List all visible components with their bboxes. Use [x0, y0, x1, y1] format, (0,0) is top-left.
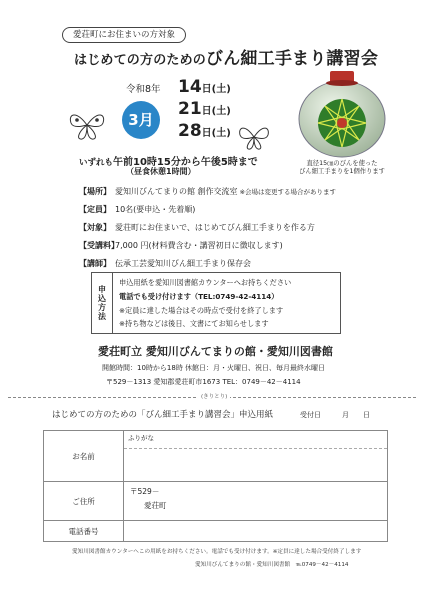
opening-hours: 開館時間：10時から18時 休館日：月・火曜日、祝日、毎月最終水曜日 — [102, 364, 326, 372]
application-method-box — [91, 272, 341, 334]
apply-line-4: ※持ち物などは後日、文書にてお知らせします — [119, 319, 269, 328]
detail-target: 【対象】 愛荘町にお住まいで、はじめてびん細工手まりを作る方 — [79, 223, 315, 232]
footer-note: 愛知川図書館カウンターへこの用紙をお持ちください。電話でも受け付けます。※定員に達した場合受付終了します — [72, 549, 362, 555]
apply-line-1: 申込用紙を愛知川図書館カウンターへお持ちください — [119, 278, 292, 287]
received-date: 受付日 月 日 — [300, 411, 370, 419]
name-field[interactable] — [124, 431, 388, 482]
photo-caption: 直径15㎝のびんを使った びん細工手まりを1個作ります — [299, 160, 385, 175]
butterfly-illustration-left — [66, 108, 108, 142]
form-title: はじめての方のための「びん細工手まり講習会」申込用紙 — [52, 410, 274, 420]
temari-bottle-photo — [292, 69, 392, 161]
month-badge: 3月 — [122, 101, 160, 139]
postal-code: 〒529－ — [130, 487, 160, 497]
session-time: いずれも午前10時15分から午後5時まで — [79, 157, 258, 168]
butterfly-illustration-right — [236, 122, 272, 152]
footer-contact: 愛知川びんてまりの館・愛知川図書館 ℡0749－42－4114 — [195, 562, 349, 568]
detail-instructor: 【講師】 伝承工芸愛知川びん細工手まり保存会 — [79, 259, 251, 268]
apply-line-phone: 電話でも受け付けます（TEL:0749-42-4114） — [119, 292, 279, 301]
date-3: 28日(土) — [178, 121, 231, 141]
application-method-label: 申込方法 — [92, 273, 113, 333]
detail-capacity: 【定員】 10名(要申込・先着順) — [79, 205, 196, 214]
title-main: びん細工手まり講習会 — [206, 49, 379, 69]
application-form — [43, 430, 388, 542]
name-label: お名前 — [44, 431, 124, 482]
detail-fee: 【受講料】7,000 円(材料費含む・講習初日に徴収します) — [79, 241, 283, 250]
town-name: 愛荘町 — [144, 501, 167, 511]
phone-field[interactable] — [124, 521, 388, 542]
detail-location: 【場所】 愛知川びんてまりの館 創作交流室 ※会場は変更する場合があります — [79, 187, 337, 196]
date-2: 21日(土) — [178, 99, 231, 119]
address-contact: 〒529－1313 愛知郡愛荘町市1673 TEL：0749－42－4114 — [106, 378, 301, 386]
cut-line-label: (きりとり) — [198, 392, 230, 400]
address-field[interactable] — [124, 482, 388, 521]
address-label: ご住所 — [44, 482, 124, 521]
page-title — [74, 44, 378, 69]
era-year: 令和8年 — [126, 84, 161, 95]
title-prefix: はじめての方のための — [74, 53, 207, 68]
date-1: 14日(土) — [178, 77, 231, 97]
target-audience-badge: 愛荘町にお住まいの方対象 — [62, 27, 186, 43]
furigana-label: ふりがな — [124, 431, 387, 449]
phone-label: 電話番号 — [44, 521, 124, 542]
organization-name: 愛荘町立 愛知川びんてまりの館・愛知川図書館 — [98, 345, 333, 358]
lunch-break-note: （昼食休憩1時間） — [126, 167, 196, 176]
apply-line-3: ※定員に達した場合はその時点で受付を終了します — [119, 306, 284, 315]
